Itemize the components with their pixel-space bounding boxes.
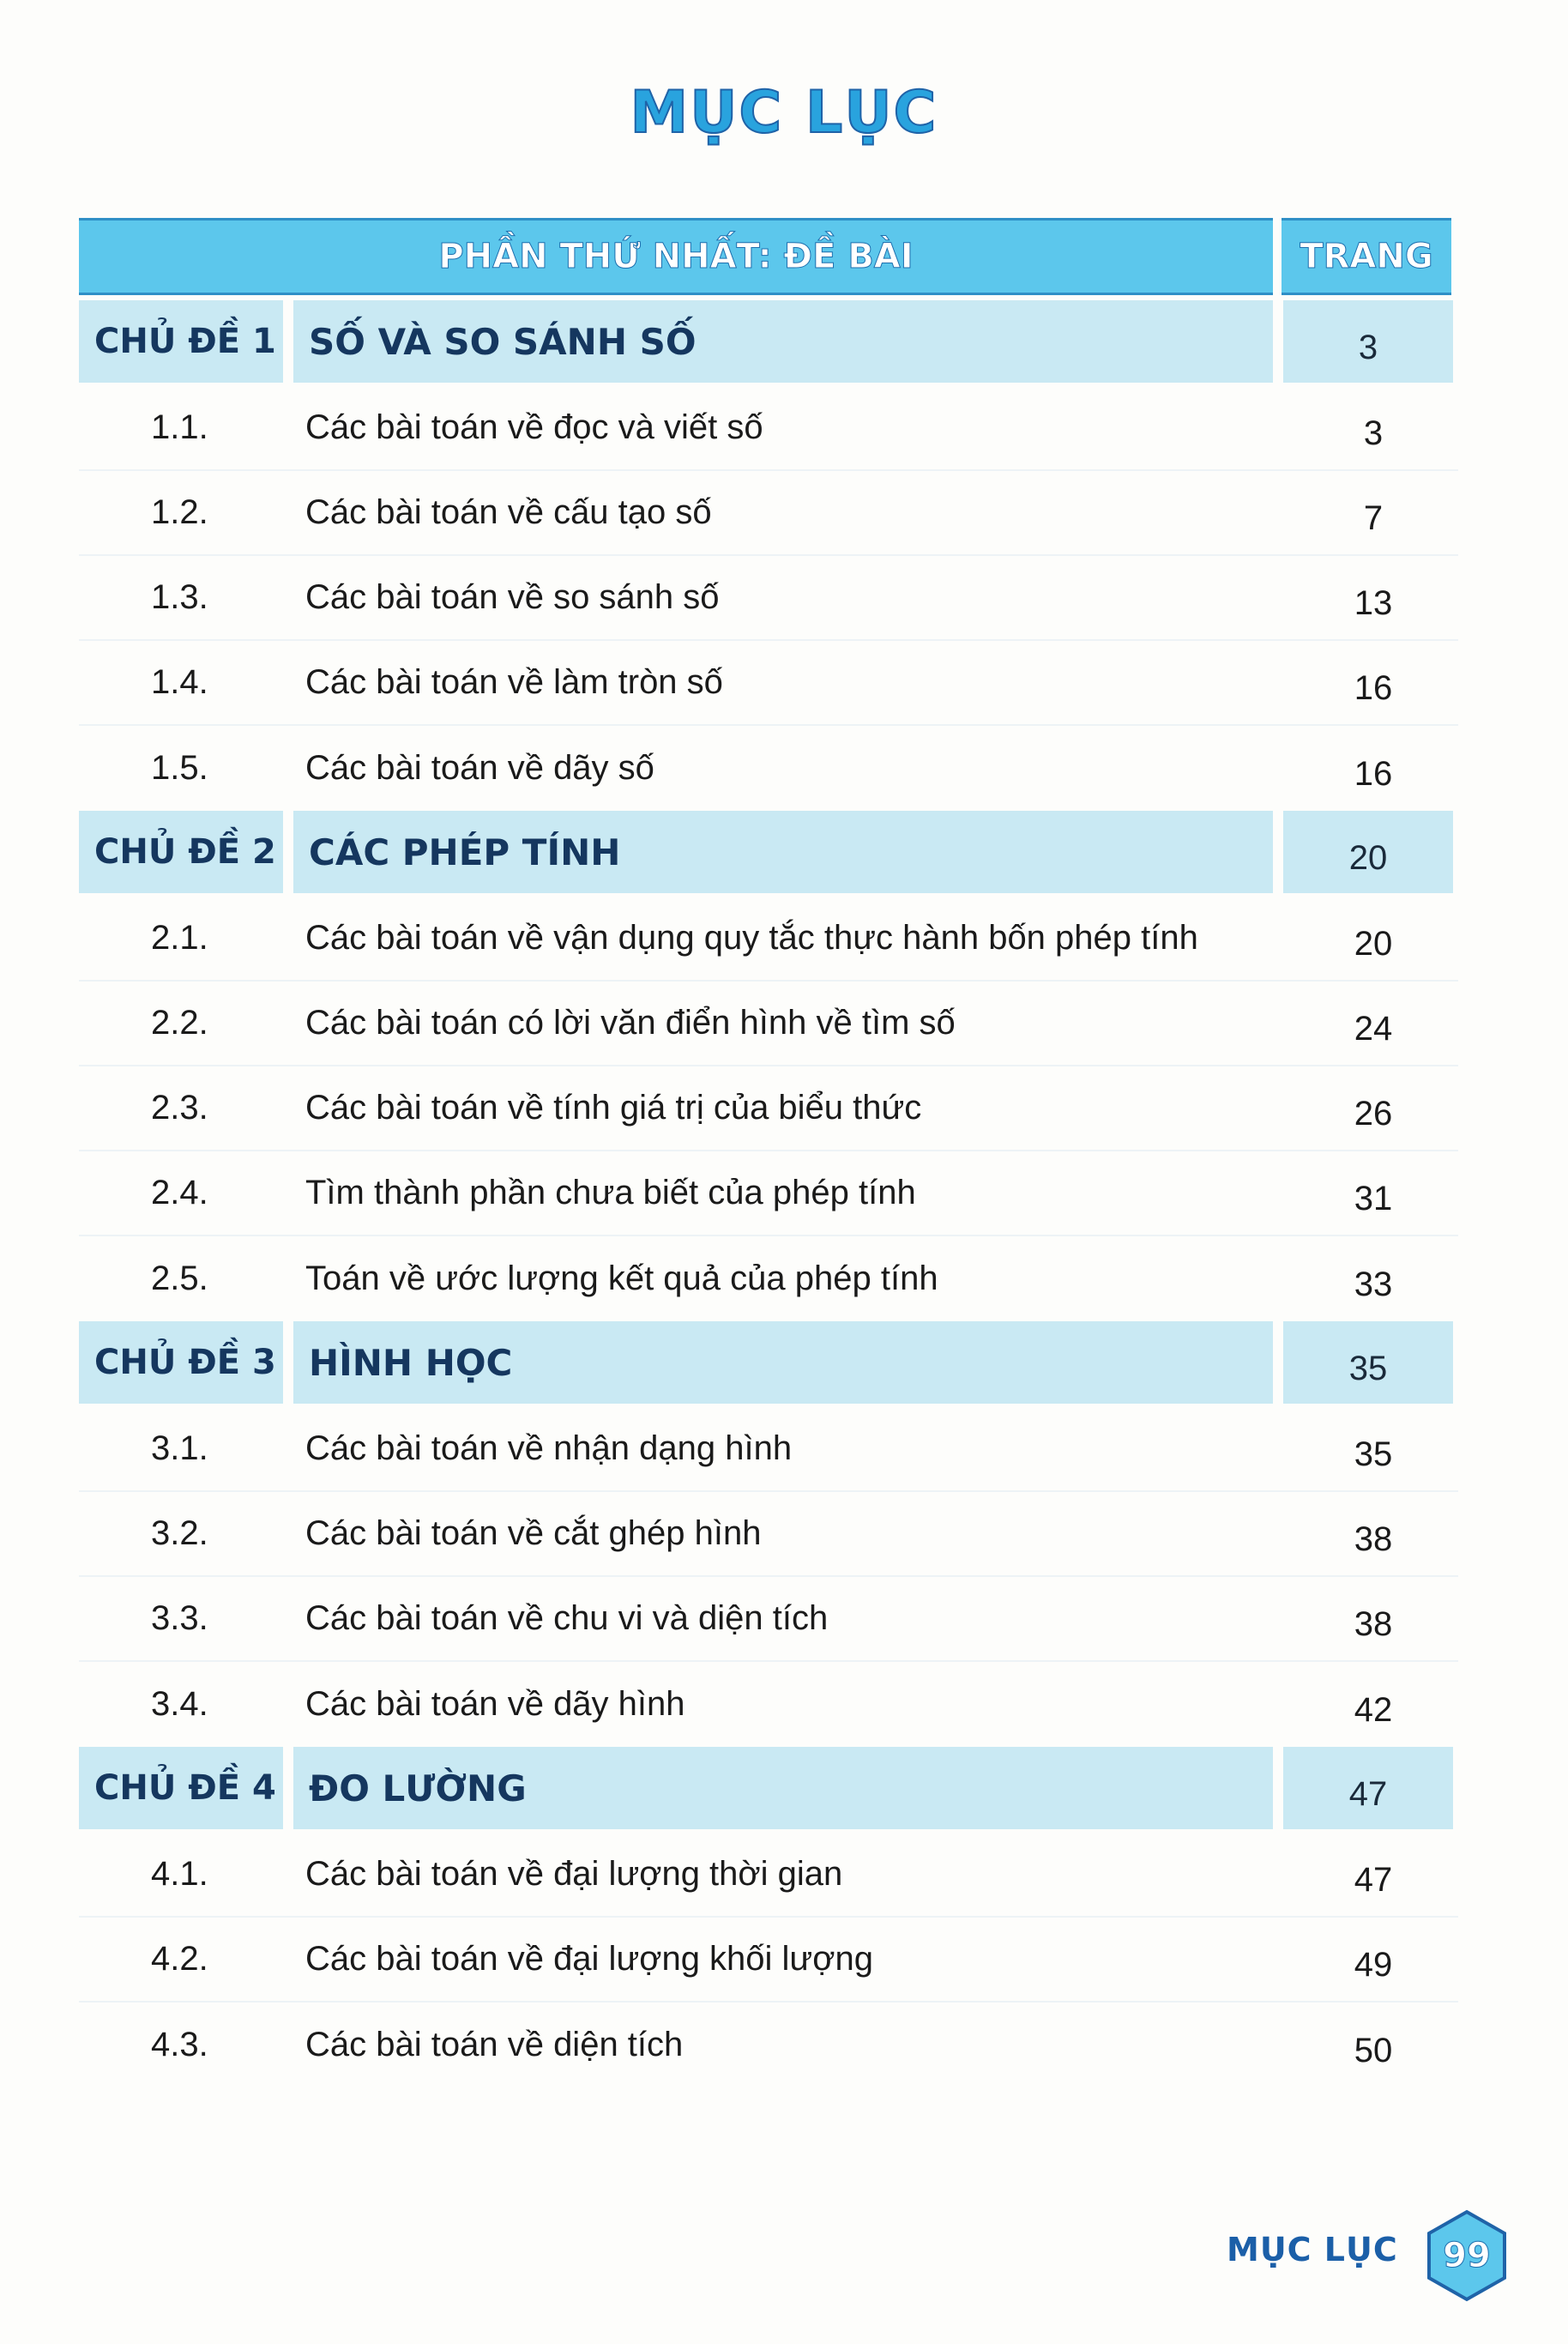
entry-number: 1.1. bbox=[151, 408, 208, 446]
part-heading: PHẦN THỨ NHẤT: ĐỀ BÀI bbox=[79, 218, 1273, 295]
toc-entry bbox=[79, 726, 1458, 811]
entry-page-number: 31 bbox=[1354, 1180, 1393, 1217]
entry-title: Các bài toán về dãy số bbox=[305, 749, 654, 787]
entry-page-number: 7 bbox=[1363, 499, 1384, 537]
page-column-heading: TRANG bbox=[1282, 218, 1451, 295]
topic-page-number: 3 bbox=[1283, 300, 1453, 383]
topic-title: HÌNH HỌC bbox=[293, 1321, 1273, 1404]
toc-body bbox=[79, 300, 1458, 2087]
entry-page-number: 16 bbox=[1354, 755, 1393, 793]
entry-title: Các bài toán về làm tròn số bbox=[305, 663, 723, 701]
entry-title: Toán về ước lượng kết quả của phép tính bbox=[305, 1260, 938, 1297]
toc-entry bbox=[79, 1236, 1458, 1321]
topic-row bbox=[79, 811, 1458, 893]
entry-page-number: 42 bbox=[1354, 1691, 1393, 1729]
table-of-contents bbox=[79, 218, 1458, 2087]
entry-title: Các bài toán về nhận dạng hình bbox=[305, 1429, 793, 1467]
toc-entry bbox=[79, 1151, 1458, 1236]
entry-title: Các bài toán có lời văn điển hình về tìm số bbox=[305, 1004, 956, 1042]
toc-entry bbox=[79, 641, 1458, 726]
toc-entry bbox=[79, 982, 1458, 1066]
entry-page-number: 47 bbox=[1354, 1861, 1393, 1899]
entry-number: 3.4. bbox=[151, 1685, 208, 1723]
entry-number: 2.4. bbox=[151, 1174, 208, 1211]
toc-entry bbox=[79, 1492, 1458, 1577]
entry-number: 2.3. bbox=[151, 1089, 208, 1127]
entry-title: Các bài toán về vận dụng quy tắc thực hành bốn phép tính bbox=[305, 919, 1198, 957]
toc-entry bbox=[79, 1577, 1458, 1662]
entry-title: Các bài toán về đọc và viết số bbox=[305, 408, 763, 446]
topic-label: CHỦ ĐỀ 1 bbox=[79, 300, 283, 383]
page-number-badge bbox=[1426, 2209, 1508, 2302]
entry-number: 2.2. bbox=[151, 1004, 208, 1042]
topic-page-number: 47 bbox=[1283, 1747, 1453, 1829]
entry-title: Các bài toán về diện tích bbox=[305, 2026, 684, 2063]
topic-row bbox=[79, 1747, 1458, 1829]
entry-page-number: 35 bbox=[1354, 1435, 1393, 1473]
entry-title: Các bài toán về đại lượng khối lượng bbox=[305, 1940, 873, 1978]
topic-label: CHỦ ĐỀ 2 bbox=[79, 811, 283, 893]
toc-entry bbox=[79, 556, 1458, 641]
entry-page-number: 3 bbox=[1363, 414, 1384, 452]
entry-number: 3.1. bbox=[151, 1429, 208, 1467]
entry-title: Các bài toán về cấu tạo số bbox=[305, 493, 712, 531]
topic-row bbox=[79, 1321, 1458, 1404]
entry-page-number: 50 bbox=[1354, 2032, 1393, 2069]
entry-title: Các bài toán về đại lượng thời gian bbox=[305, 1855, 843, 1893]
toc-entry bbox=[79, 386, 1458, 471]
entry-number: 3.2. bbox=[151, 1514, 208, 1552]
entry-page-number: 38 bbox=[1354, 1520, 1393, 1558]
entry-title: Các bài toán về chu vi và diện tích bbox=[305, 1599, 829, 1637]
entry-page-number: 26 bbox=[1354, 1095, 1393, 1133]
entry-page-number: 33 bbox=[1354, 1266, 1393, 1303]
toc-entry bbox=[79, 2003, 1458, 2087]
topic-title: ĐO LƯỜNG bbox=[293, 1747, 1273, 1829]
entry-title: Các bài toán về cắt ghép hình bbox=[305, 1514, 762, 1552]
topic-label: CHỦ ĐỀ 4 bbox=[79, 1747, 283, 1829]
entry-page-number: 49 bbox=[1354, 1946, 1393, 1984]
topic-title: CÁC PHÉP TÍNH bbox=[293, 811, 1273, 893]
entry-page-number: 24 bbox=[1354, 1010, 1393, 1048]
topic-title: SỐ VÀ SO SÁNH SỐ bbox=[293, 300, 1273, 383]
entry-title: Tìm thành phần chưa biết của phép tính bbox=[305, 1174, 916, 1211]
entry-number: 4.2. bbox=[151, 1940, 208, 1978]
entry-number: 1.5. bbox=[151, 749, 208, 787]
entry-page-number: 20 bbox=[1354, 925, 1393, 963]
toc-entry bbox=[79, 1918, 1458, 2003]
footer-section-label: MỤC LỤC bbox=[1227, 2231, 1398, 2268]
entry-number: 1.4. bbox=[151, 663, 208, 701]
topic-label: CHỦ ĐỀ 3 bbox=[79, 1321, 283, 1404]
entry-number: 2.5. bbox=[151, 1260, 208, 1297]
page-title: MỤC LỤC bbox=[630, 79, 938, 147]
topic-page-number: 20 bbox=[1283, 811, 1453, 893]
toc-entry bbox=[79, 1066, 1458, 1151]
entry-number: 1.3. bbox=[151, 578, 208, 616]
entry-number: 2.1. bbox=[151, 919, 208, 957]
entry-number: 4.1. bbox=[151, 1855, 208, 1893]
entry-page-number: 38 bbox=[1354, 1605, 1393, 1643]
toc-entry bbox=[79, 471, 1458, 556]
entry-number: 1.2. bbox=[151, 493, 208, 531]
toc-entry bbox=[79, 897, 1458, 982]
toc-header-row bbox=[79, 218, 1458, 295]
page-number: 99 bbox=[1443, 2236, 1491, 2275]
entry-title: Các bài toán về tính giá trị của biểu thức bbox=[305, 1089, 922, 1127]
entry-number: 3.3. bbox=[151, 1599, 208, 1637]
entry-page-number: 16 bbox=[1354, 669, 1393, 707]
entry-title: Các bài toán về dãy hình bbox=[305, 1685, 685, 1723]
toc-entry bbox=[79, 1662, 1458, 1747]
entry-page-number: 13 bbox=[1354, 584, 1393, 622]
toc-entry bbox=[79, 1407, 1458, 1492]
toc-entry bbox=[79, 1833, 1458, 1918]
entry-number: 4.3. bbox=[151, 2026, 208, 2063]
topic-row bbox=[79, 300, 1458, 383]
entry-title: Các bài toán về so sánh số bbox=[305, 578, 720, 616]
topic-page-number: 35 bbox=[1283, 1321, 1453, 1404]
